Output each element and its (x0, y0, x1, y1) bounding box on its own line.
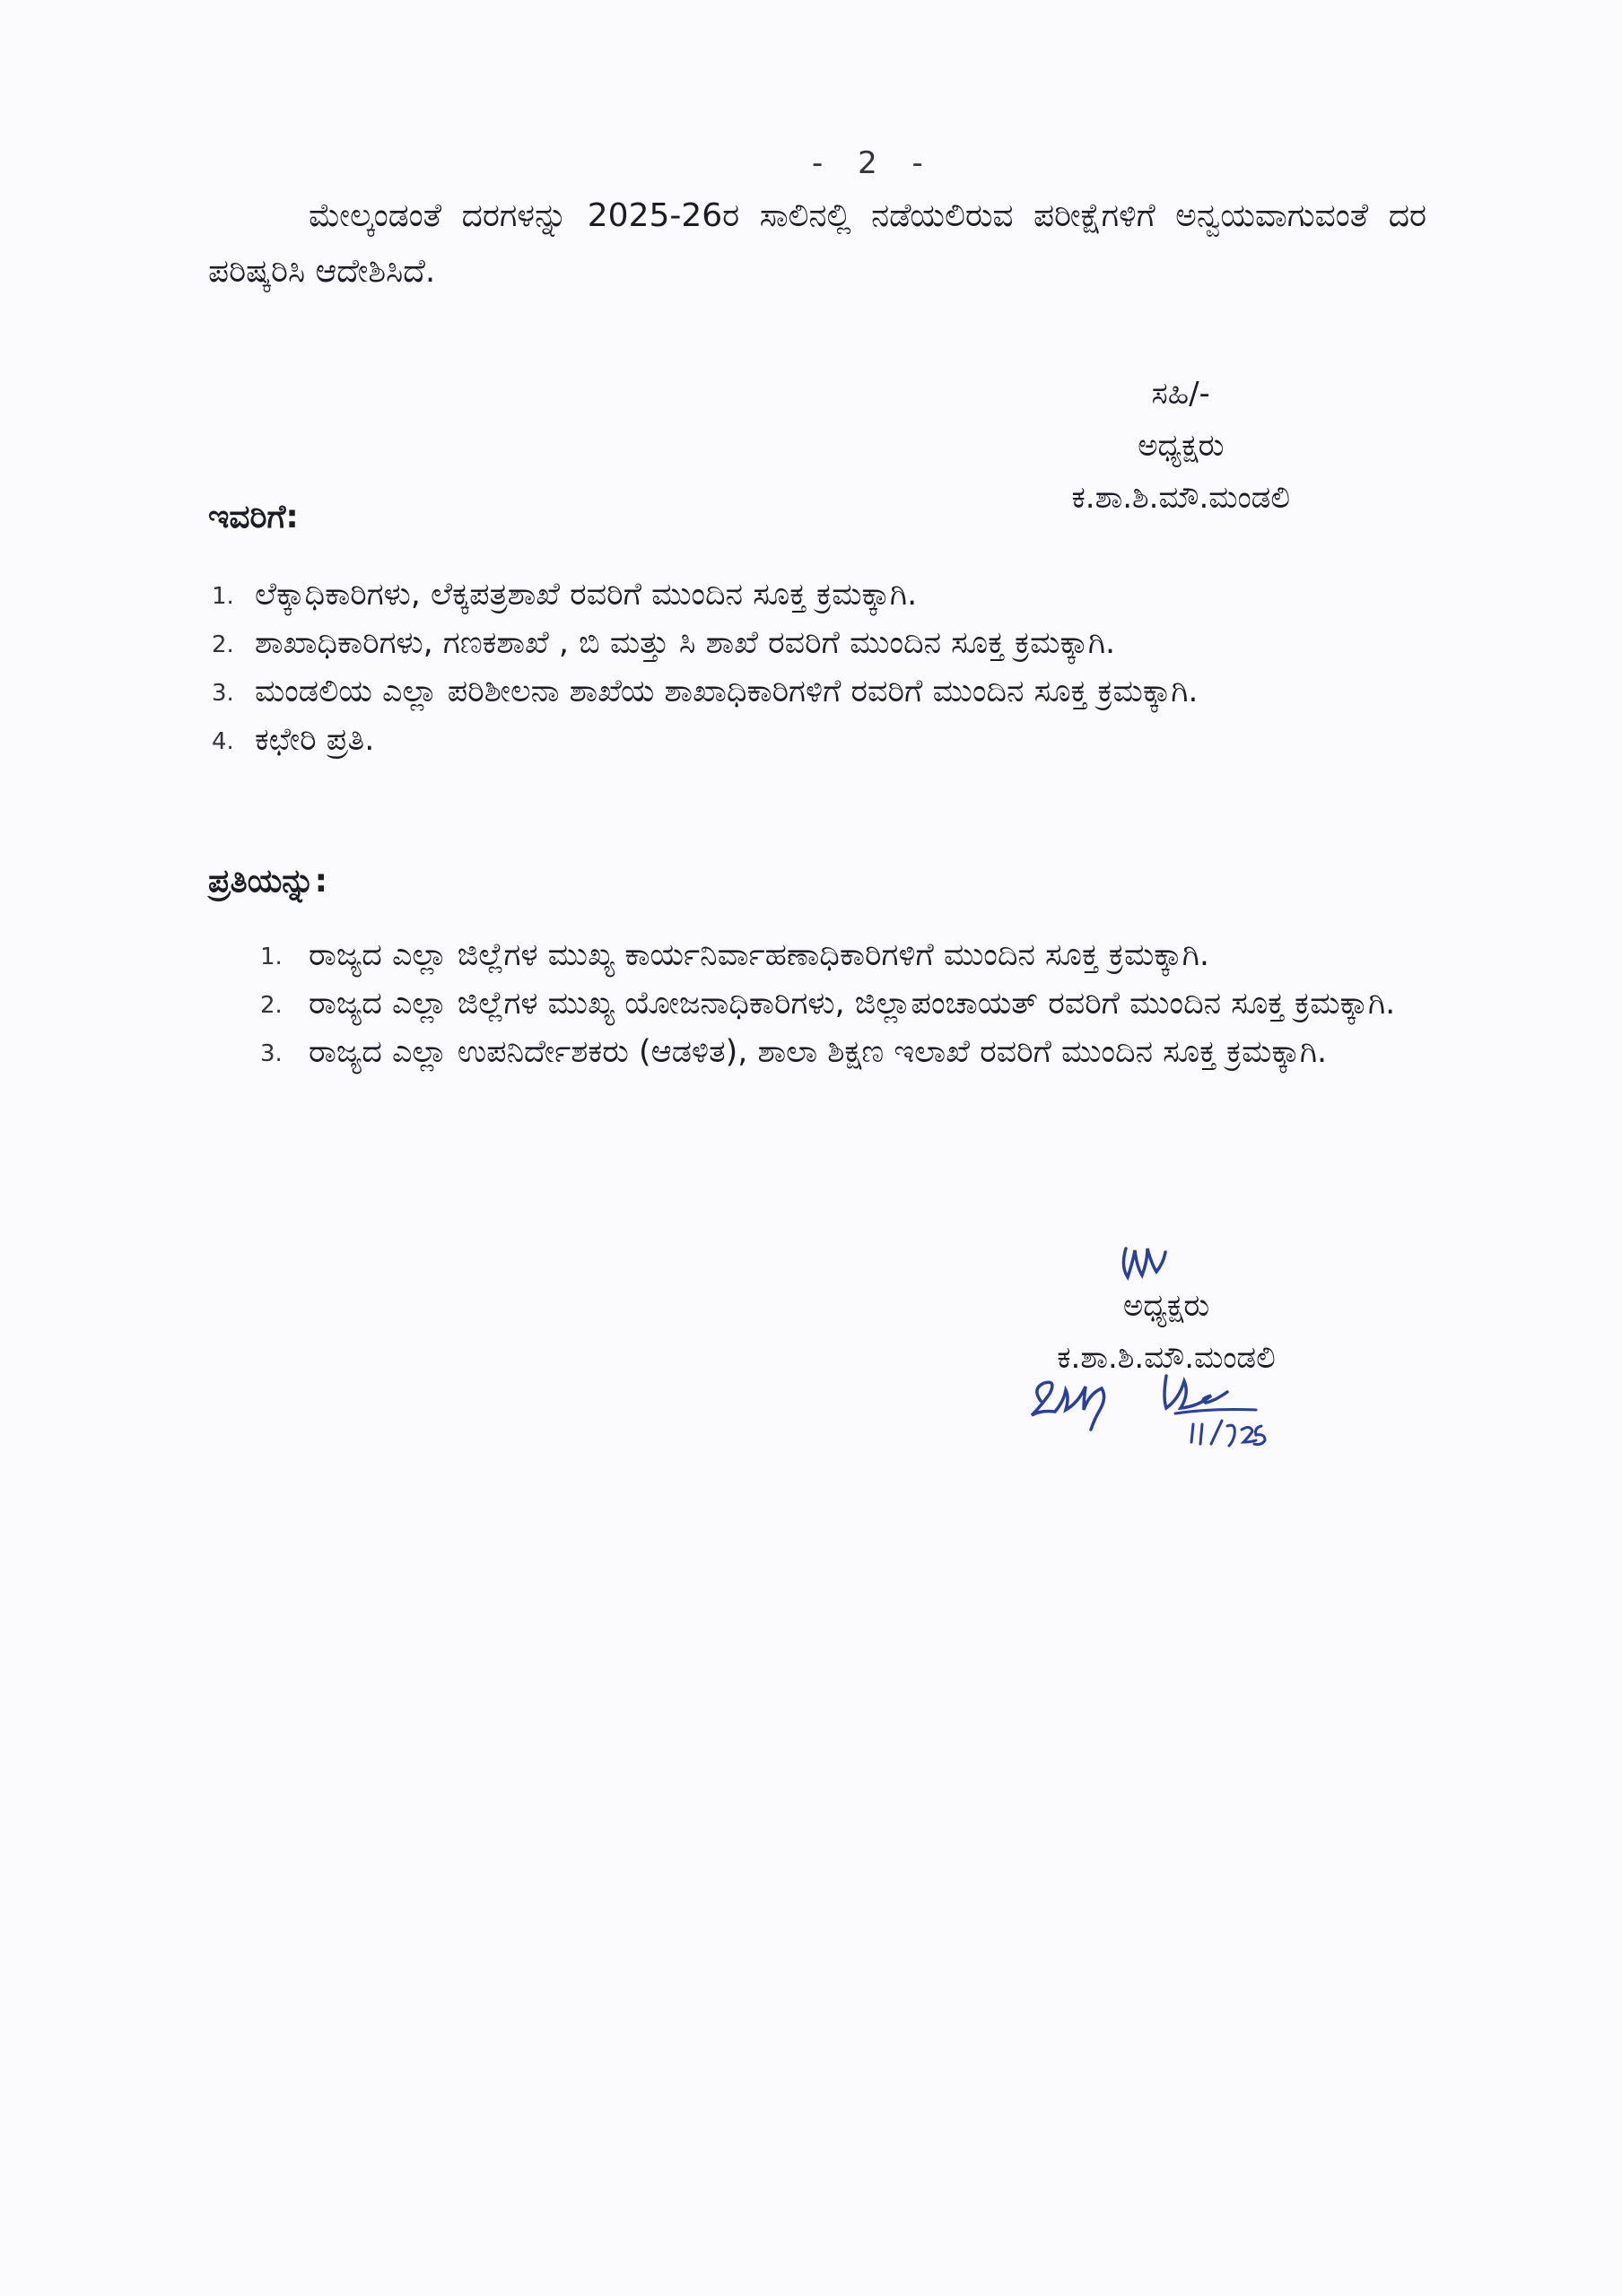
list-item-text: ಕಛೇರಿ ಪ್ರತಿ. (255, 722, 375, 758)
order-paragraph-text: ಮೇಲ್ಕಂಡಂತೆ ದರಗಳನ್ನು 2025-26ರ ಸಾಲಿನಲ್ಲಿ ನಡೆಯಲಿರುವ ಪರೀಕ್ಷೆಗಳಿಗೆ ಅನ್ವಯವಾಗುವಂತೆ ದರ ಪರಿಷ್ಕರಿಸಿ ಆದೇಶಿಸಿದೆ. (208, 197, 1426, 290)
list-item-text: ಲೆಕ್ಕಾಧಿಕಾರಿಗಳು, ಲೆಕ್ಕಪತ್ರಶಾಖೆ ರವರಿಗೆ ಮುಂದಿನ ಸೂಕ್ತ ಕ್ರಮಕ್ಕಾಗಿ. (255, 577, 918, 613)
recipients-heading: ಇವರಿಗೆ: (208, 499, 299, 535)
list-item-number: 2. (260, 992, 283, 1019)
list-item (212, 621, 1414, 665)
copies-list (260, 933, 1423, 1078)
list-item-text: ರಾಜ್ಯದ ಎಲ್ಲಾ ಜಿಲ್ಲೆಗಳ ಮುಖ್ಯ ಯೋಜನಾಧಿಕಾರಿಗಳು, ಜಿಲ್ಲಾಪಂಚಾಯತ್ ರವರಿಗೆ ಮುಂದಿನ ಸೂಕ್ತ ಕ್ರಮಕ್ಕಾಗಿ. (309, 986, 1396, 1022)
list-item-text: ಮಂಡಲಿಯ ಎಲ್ಲಾ ಪರಿಶೀಲನಾ ಶಾಖೆಯ ಶಾಖಾಧಿಕಾರಿಗಳಿಗೆ ರವರಿಗೆ ಮುಂದಿನ ಸೂಕ್ತ ಕ್ರಮಕ್ಕಾಗಿ. (255, 674, 1199, 709)
list-item (260, 933, 1423, 978)
signatory-office: ಕ.ಶಾ.ಶಿ.ಮೌ.ಮಂಡಲಿ (1071, 480, 1290, 516)
list-item (260, 1030, 1423, 1074)
page-number: - 2 - (812, 145, 936, 181)
list-item (212, 572, 1414, 617)
list-item-number: 2. (212, 631, 234, 658)
signature-block-signed (1072, 368, 1291, 524)
recipients-list (212, 572, 1414, 766)
signatory-designation: ಅಧ್ಯಕ್ಷರು (1138, 428, 1225, 464)
list-item-number: 1. (212, 583, 234, 610)
copies-heading: ಪ್ರತಿಯನ್ನು: (208, 863, 328, 900)
list-item (260, 981, 1423, 1026)
list-item-number: 1. (260, 944, 283, 970)
signed-mark: ಸಹಿ/- (1151, 376, 1210, 412)
final-signatory-office: ಕ.ಶಾ.ಶಿ.ಮೌ.ಮಂಡಲಿ (1057, 1340, 1276, 1376)
final-signatory-designation: ಅಧ್ಯಕ್ಷರು (1122, 1288, 1210, 1324)
signature-block-final (1014, 1241, 1319, 1457)
list-item-number: 4. (212, 728, 234, 755)
list-item (212, 718, 1414, 762)
list-item-number: 3. (212, 680, 234, 707)
list-item-text: ಶಾಖಾಧಿಕಾರಿಗಳು, ಗಣಕಶಾಖೆ , ಬಿ ಮತ್ತು ಸಿ ಶಾಖೆ ರವರಿಗೆ ಮುಂದಿನ ಸೂಕ್ತ ಕ್ರಮಕ್ಕಾಗಿ. (255, 625, 1116, 661)
list-item-number: 3. (260, 1040, 283, 1067)
list-item-text: ರಾಜ್ಯದ ಎಲ್ಲಾ ಉಪನಿರ್ದೇಶಕರು (ಆಡಳಿತ), ಶಾಲಾ ಶಿಕ್ಷಣ ಇಲಾಖೆ ರವರಿಗೆ ಮುಂದಿನ ಸೂಕ್ತ ಕ್ರಮಕ್ಕಾಗಿ. (309, 1034, 1328, 1070)
list-item (212, 669, 1414, 714)
order-paragraph (208, 188, 1426, 300)
list-item-text: ರಾಜ್ಯದ ಎಲ್ಲಾ ಜಿಲ್ಲೆಗಳ ಮುಖ್ಯ ಕಾರ್ಯನಿರ್ವಾಹಣಾಧಿಕಾರಿಗಳಿಗೆ ಮುಂದಿನ ಸೂಕ್ತ ಕ್ರಮಕ್ಕಾಗಿ. (309, 937, 1210, 973)
